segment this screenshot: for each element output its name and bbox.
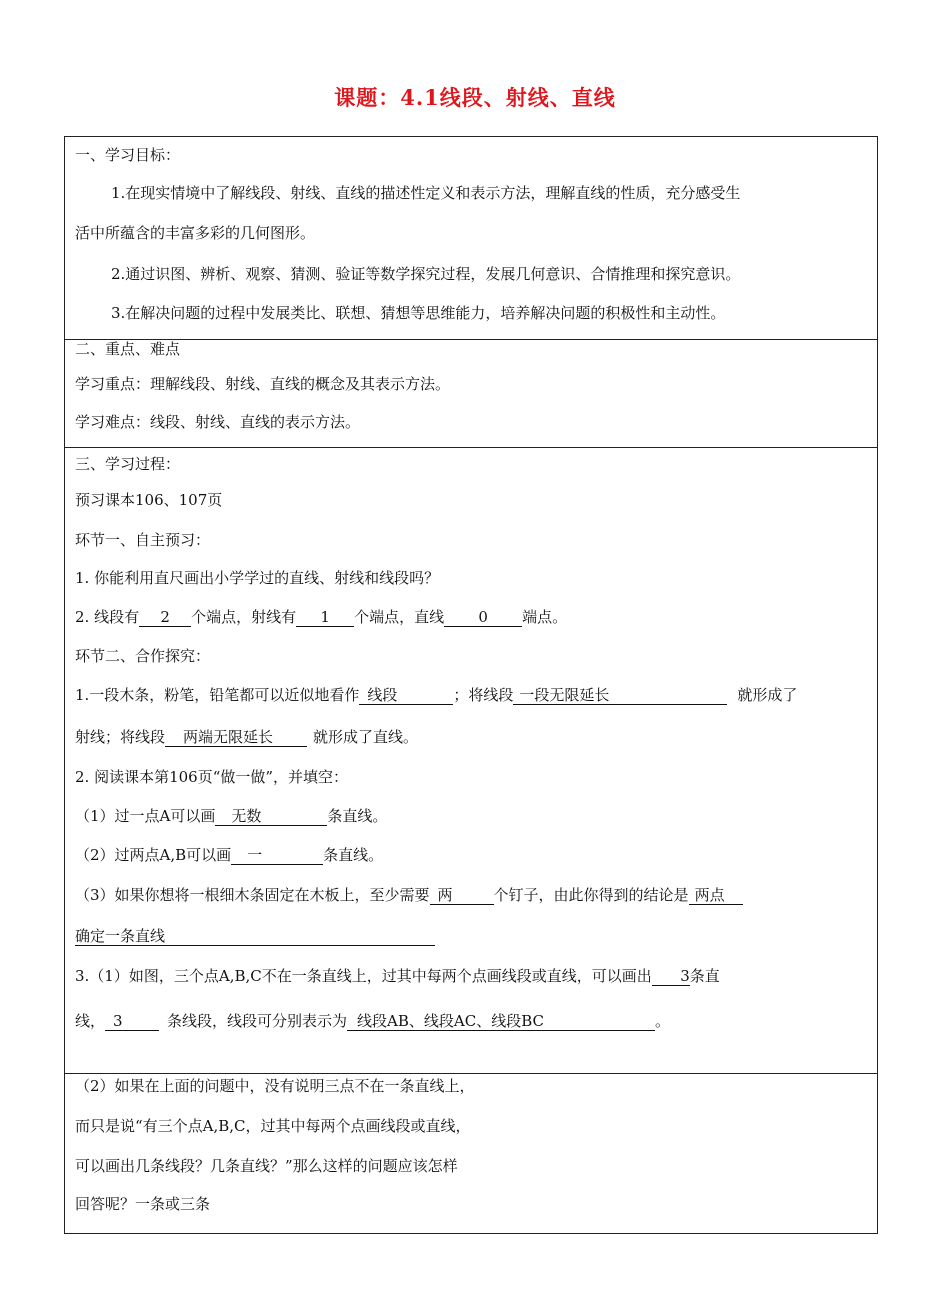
explore-2-2 bbox=[75, 845, 383, 865]
question-2 bbox=[75, 607, 567, 627]
text: 3.（1）如图，三个点A,B,C不在一条直线上，过其中每两个点画线段或直线，可以画出 bbox=[75, 967, 652, 985]
text: 条直线。 bbox=[327, 807, 388, 825]
extension-line-4: 回答呢？一条或三条 bbox=[75, 1195, 211, 1213]
section-learning-goals bbox=[64, 136, 878, 339]
section-key-points bbox=[64, 339, 878, 447]
step-1-heading: 环节一、自主预习： bbox=[75, 531, 211, 549]
answer-blank: 0 bbox=[444, 608, 522, 627]
answer-blank: 一段无限延长 bbox=[513, 686, 727, 705]
section-heading: 三、学习过程： bbox=[75, 455, 181, 473]
text: ；将线段 bbox=[453, 686, 514, 704]
goal-2: 2.通过识图、辨析、观察、猜测、验证等数学探究过程，发展几何意识、合情推理和探究意识。 bbox=[111, 265, 741, 283]
text: （3）如果你想将一根细木条固定在木板上，至少需要 bbox=[75, 886, 430, 904]
text: 个端点，射线有 bbox=[191, 608, 297, 626]
text: 条线段，线段可分别表示为 bbox=[167, 1012, 348, 1030]
text: 线， bbox=[75, 1012, 106, 1030]
page-title: 课题：4.1线段、射线、直线 bbox=[334, 85, 616, 110]
text: 1.一段木条，粉笔，铅笔都可以近似地看作 bbox=[75, 686, 360, 704]
explore-2-3-line-2 bbox=[75, 926, 435, 946]
key-point: 学习重点：理解线段、射线、直线的概念及其表示方法。 bbox=[75, 375, 451, 393]
explore-1-line-2 bbox=[75, 727, 418, 747]
answer-blank: 线段 bbox=[359, 686, 453, 705]
answer-blank: 1 bbox=[296, 608, 354, 627]
answer-blank: 无数 bbox=[215, 807, 327, 826]
extension-line-3: 可以画出几条线段？几条直线？”那么这样的问题应该怎样 bbox=[75, 1157, 458, 1175]
text: 就形成了 bbox=[737, 686, 798, 704]
answer-blank: 两端无限延长 bbox=[165, 728, 307, 747]
preview-note: 预习课本106、107页 bbox=[75, 491, 223, 509]
question-1: 1. 你能利用直尺画出小学学过的直线、射线和线段吗？ bbox=[75, 569, 440, 587]
text: （1）过一点A可以画 bbox=[75, 807, 216, 825]
text: 条直线。 bbox=[323, 846, 384, 864]
text: 。 bbox=[655, 1012, 671, 1030]
answer-blank: 3 bbox=[652, 967, 690, 986]
goal-1-line-1: 1.在现实情境中了解线段、射线、直线的描述性定义和表示方法，理解直线的性质，充分感受生 bbox=[111, 184, 741, 202]
section-heading: 二、重点、难点 bbox=[75, 340, 181, 358]
explore-3-line-2 bbox=[75, 1011, 670, 1031]
answer-blank: 一 bbox=[231, 846, 323, 865]
text: 个钉子，由此你得到的结论是 bbox=[493, 886, 689, 904]
step-2-heading: 环节二、合作探究： bbox=[75, 647, 211, 665]
answer-blank: 线段AB、线段AC、线段BC bbox=[347, 1012, 655, 1031]
text: 条直 bbox=[689, 967, 720, 985]
text: 2. 线段有 bbox=[75, 608, 140, 626]
difficulty-point: 学习难点：线段、射线、直线的表示方法。 bbox=[75, 413, 361, 431]
goal-3: 3.在解决问题的过程中发展类比、联想、猜想等思维能力，培养解决问题的积极性和主动性。 bbox=[111, 304, 726, 322]
text: 就形成了直线。 bbox=[313, 728, 419, 746]
extension-line-2: 而只是说“有三个点A,B,C，过其中每两个点画线段或直线， bbox=[75, 1117, 471, 1135]
answer-blank: 确定一条直线 bbox=[75, 927, 435, 946]
text: 射线；将线段 bbox=[75, 728, 166, 746]
text: 端点。 bbox=[522, 608, 568, 626]
answer-blank: 两点 bbox=[689, 886, 743, 905]
answer-blank: 两 bbox=[430, 886, 494, 905]
extension-line-1: （2）如果在上面的问题中，没有说明三点不在一条直线上， bbox=[75, 1077, 475, 1095]
section-learning-process bbox=[64, 447, 878, 1073]
text: 个端点，直线 bbox=[354, 608, 445, 626]
section-heading: 一、学习目标： bbox=[75, 146, 181, 164]
text: （2）过两点A,B可以画 bbox=[75, 846, 232, 864]
section-extension bbox=[64, 1073, 878, 1234]
explore-1-line-1 bbox=[75, 685, 797, 705]
goal-1-line-2: 活中所蕴含的丰富多彩的几何图形。 bbox=[75, 224, 316, 242]
explore-2: 2. 阅读课本第106页“做一做”，并填空： bbox=[75, 768, 349, 786]
explore-2-3-line-1 bbox=[75, 885, 743, 905]
answer-blank: 2 bbox=[139, 608, 191, 627]
explore-2-1 bbox=[75, 806, 387, 826]
answer-blank: 3 bbox=[105, 1012, 159, 1031]
explore-3-line-1 bbox=[75, 966, 720, 986]
